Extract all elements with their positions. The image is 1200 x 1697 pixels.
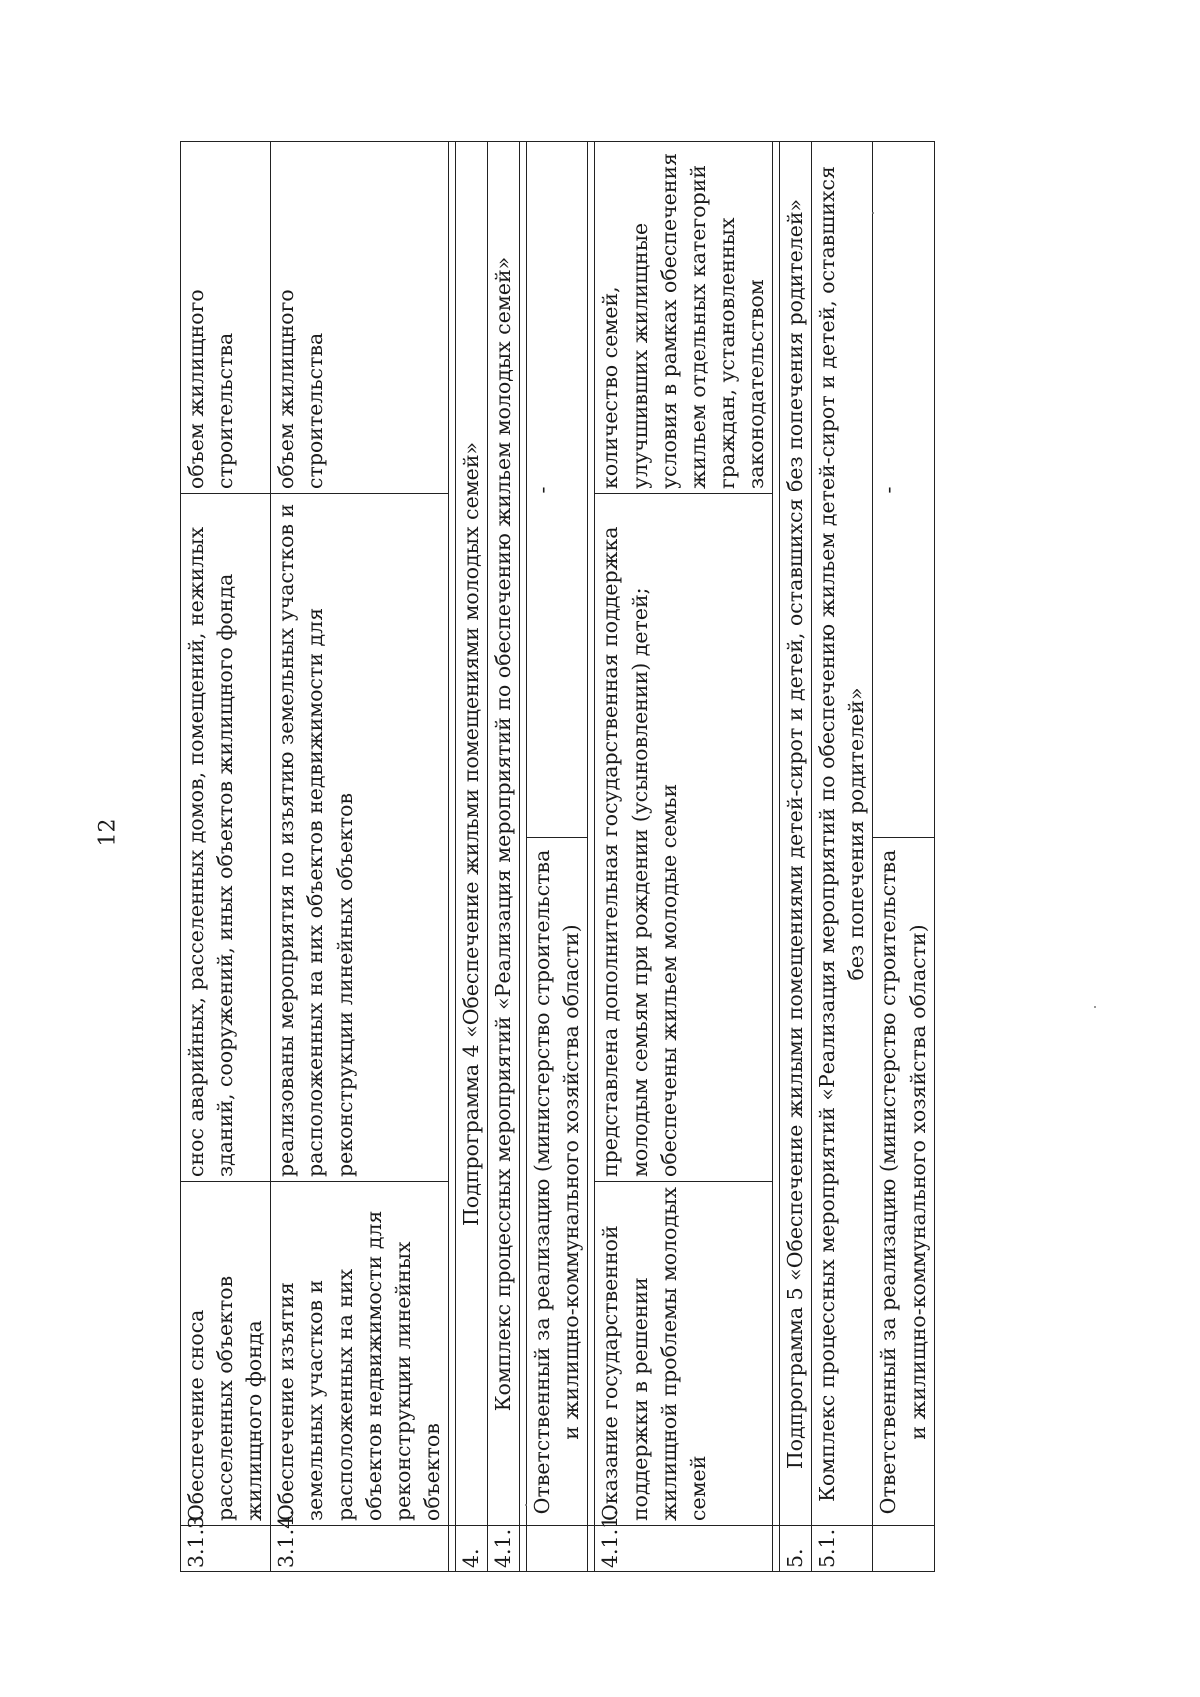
- subprogram-title: Подпрограмма 4 «Обеспечение жильми помещениями молодых семей»: [455, 141, 487, 1525]
- table-row: [271, 141, 449, 1571]
- complex-row: [488, 141, 520, 1571]
- row-number: 3.1.4.: [271, 1526, 449, 1572]
- table-row: [181, 141, 271, 1571]
- subprogram-row: [780, 141, 812, 1571]
- indicator-cell: объем жилищного строительства: [271, 141, 449, 493]
- subprogram-title: Подпрограмма 5 «Обеспечение жилыми помещениями детей-сирот и детей, оставшихся без попечения родителей»: [780, 141, 812, 1525]
- complex-row: [812, 141, 873, 1571]
- row-number: 5.1.: [812, 1526, 873, 1572]
- table-row-spacer: [588, 141, 595, 1571]
- indicator-cell: -: [527, 141, 588, 837]
- table-row-spacer: [448, 141, 455, 1571]
- table-row: [595, 141, 773, 1571]
- task-cell: Обеспечение изъятия земельных участков и расположенных на них объектов недвижимости для реконструкции линейных объектов: [271, 1182, 449, 1526]
- scan-speck: [525, 1504, 527, 1506]
- row-number: 4.1.: [488, 1526, 520, 1572]
- task-cell: Оказание государственной поддержки в решении жилищной проблемы молодых семей: [595, 1182, 773, 1526]
- result-cell: снос аварийных, расселенных домов, помещений, нежилых зданий, сооружений, иных объектов жилищного фонда: [181, 493, 271, 1181]
- result-cell: реализованы мероприятия по изъятию земельных участков и расположенных на них объектов недвижимости для реконструкции линейных объектов: [271, 493, 449, 1181]
- indicator-cell: количество семей, улучшивших жилищные условия в рамках обеспечения жильем отдельных категорий граждан, установленных законодательством: [595, 141, 773, 493]
- indicator-cell: -: [873, 141, 934, 837]
- subprogram-row: [455, 141, 487, 1571]
- table-row-spacer: [520, 141, 527, 1571]
- row-number: 3.1.3.: [181, 1526, 271, 1572]
- responsible-row: [527, 141, 588, 1571]
- row-number: 5.: [780, 1526, 812, 1572]
- row-number: 4.1.1.: [595, 1526, 773, 1572]
- responsible-cell: Ответственный за реализацию (министерство строительства и жилищно-коммунального хозяйства области): [873, 838, 934, 1526]
- responsible-cell: Ответственный за реализацию (министерство строительства и жилищно-коммунального хозяйства области): [527, 838, 588, 1526]
- result-cell: представлена дополнительная государственная поддержка молодым семьям при рождении (усыновлении) детей; обеспечены жильем молодые семьи: [595, 493, 773, 1181]
- page-number: 12: [95, 818, 121, 847]
- task-cell: Обеспечение сноса расселенных объектов жилищного фонда: [181, 1182, 271, 1526]
- indicator-cell: объем жилищного строительства: [181, 141, 271, 493]
- rotated-table-container: [180, 142, 1030, 1572]
- scan-speck: [1094, 1006, 1096, 1008]
- responsible-row: [873, 141, 934, 1571]
- scan-speck: [872, 212, 874, 214]
- row-number: 4.: [455, 1526, 487, 1572]
- table-row-spacer: [773, 141, 780, 1571]
- complex-title: Комплекс процессных мероприятий «Реализация мероприятий по обеспечению жильем детей-сирот и детей, оставшихся без попечения родителей»: [812, 141, 873, 1525]
- complex-title: Комплекс процессных мероприятий «Реализация мероприятий по обеспечению жильем молодых семей»: [488, 141, 520, 1525]
- measures-table: [180, 141, 935, 1572]
